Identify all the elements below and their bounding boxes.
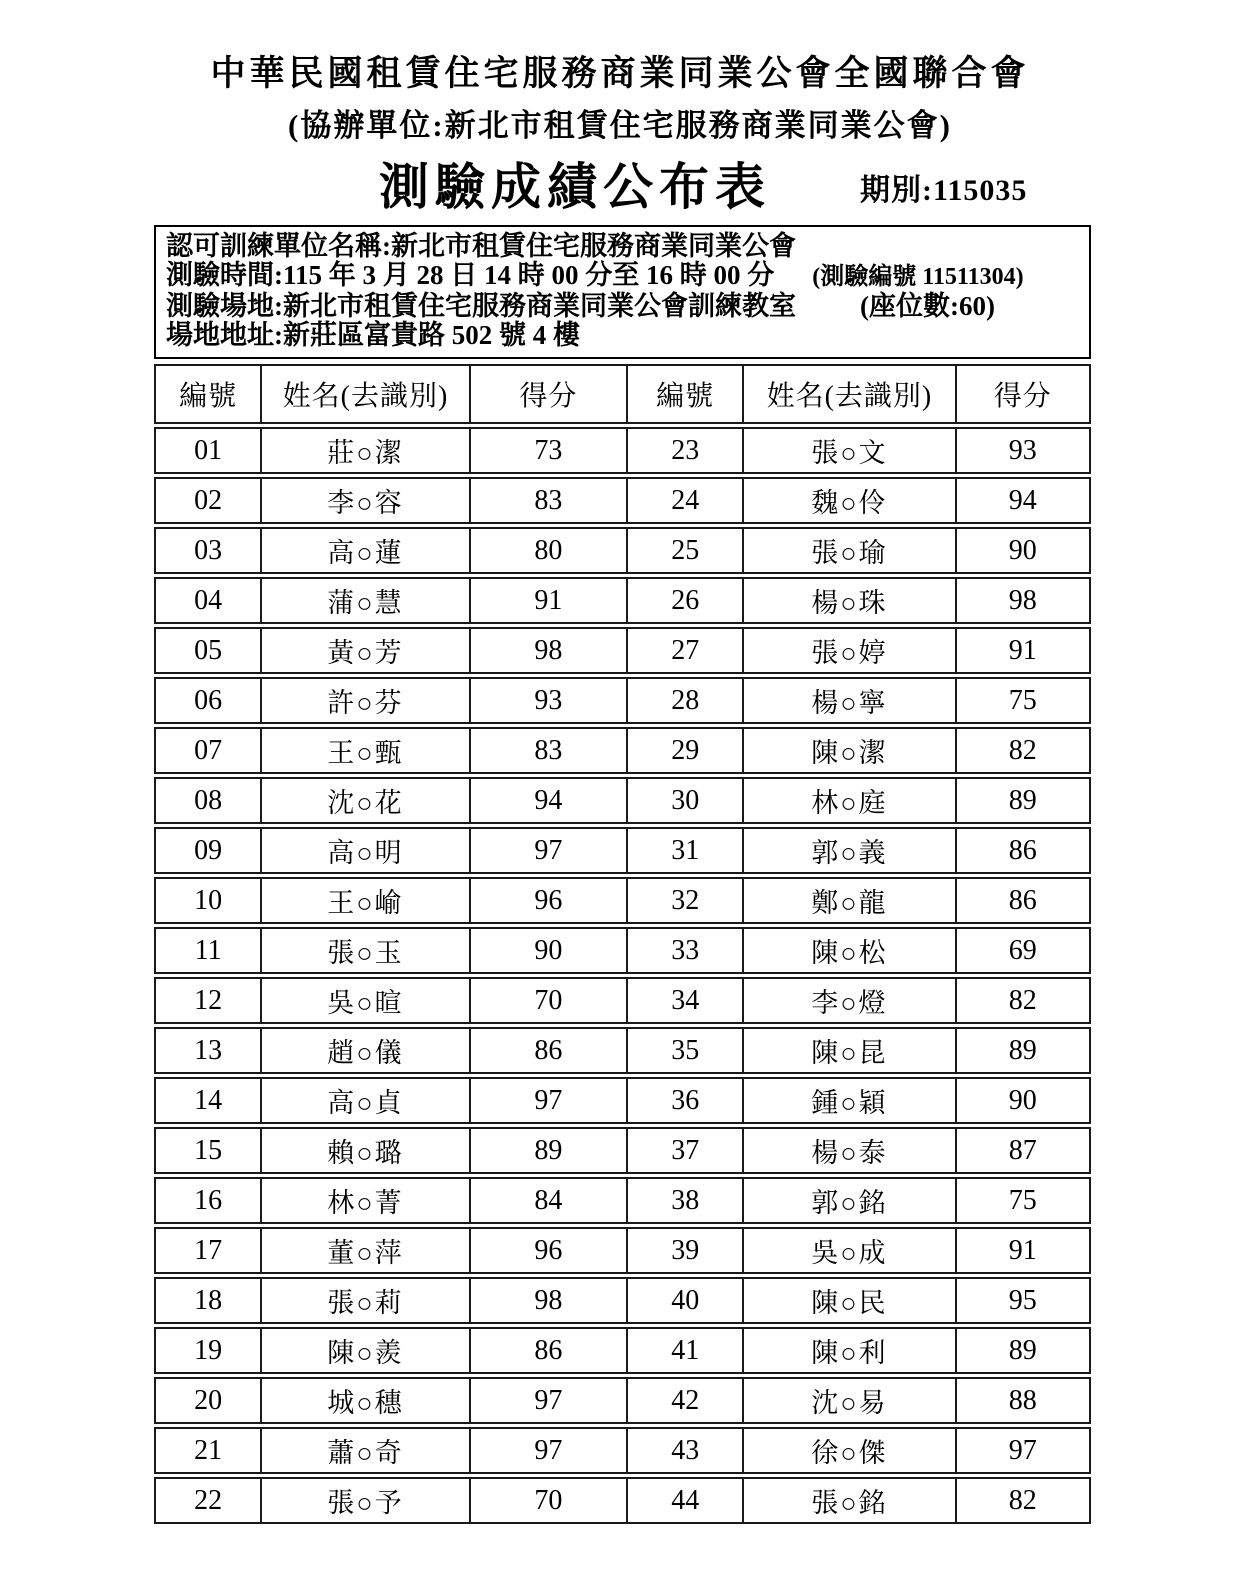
period-label: 期別:115035 [860,174,1028,207]
row-number-cell: 23 [628,427,744,474]
table-row [154,1327,1091,1374]
score-cell: 93 [957,427,1092,474]
score-cell: 90 [957,1077,1092,1124]
table-row [154,1177,1091,1224]
score-cell: 95 [957,1277,1092,1324]
score-cell: 70 [471,977,628,1024]
training-unit-line: 認可訓練單位名稱:新北市租賃住宅服務商業同業公會 [166,231,796,261]
row-number-cell: 02 [154,477,262,524]
name-cell: 陳○松 [744,927,956,974]
row-number-cell: 05 [154,627,262,674]
score-cell: 83 [471,477,628,524]
table-row [154,1377,1091,1424]
row-number-cell: 07 [154,727,262,774]
name-cell: 鍾○穎 [744,1077,956,1124]
row-number-cell: 11 [154,927,262,974]
name-cell: 林○菁 [262,1177,470,1224]
name-cell: 張○玉 [262,927,470,974]
score-cell: 93 [471,677,628,724]
table-row [154,1127,1091,1174]
name-cell: 王○崳 [262,877,470,924]
document-title: 測驗成績公布表 [379,159,771,215]
score-cell: 82 [957,1477,1092,1524]
row-number-cell: 27 [628,627,744,674]
row-number-cell: 04 [154,577,262,624]
score-cell: 96 [471,877,628,924]
score-cell: 70 [471,1477,628,1524]
name-cell: 吳○成 [744,1227,956,1274]
name-cell: 城○穗 [262,1377,470,1424]
row-number-cell: 20 [154,1377,262,1424]
score-cell: 98 [471,1277,628,1324]
row-number-cell: 39 [628,1227,744,1274]
row-number-cell: 30 [628,777,744,824]
name-cell: 徐○傑 [744,1427,956,1474]
name-cell: 許○芬 [262,677,470,724]
name-cell: 楊○泰 [744,1127,956,1174]
score-column-header: 得分 [957,364,1092,424]
score-cell: 96 [471,1227,628,1274]
row-number-cell: 09 [154,827,262,874]
score-cell: 86 [471,1327,628,1374]
name-cell: 沈○花 [262,777,470,824]
exam-time-line [166,261,1079,292]
row-number-cell: 22 [154,1477,262,1524]
row-number-cell: 31 [628,827,744,874]
name-cell: 王○甄 [262,727,470,774]
name-cell: 張○瑜 [744,527,956,574]
name-cell: 莊○潔 [262,427,470,474]
row-number-cell: 38 [628,1177,744,1224]
row-number-cell: 43 [628,1427,744,1474]
name-cell: 張○婷 [744,627,956,674]
score-cell: 90 [957,527,1092,574]
venue-address-line: 場地地址:新莊區富貴路 502 號 4 樓 [166,320,580,350]
score-cell: 80 [471,527,628,574]
score-cell: 94 [471,777,628,824]
row-number-cell: 08 [154,777,262,824]
score-cell: 82 [957,727,1092,774]
score-cell: 89 [957,1027,1092,1074]
table-row [154,1427,1091,1474]
score-cell: 97 [471,1077,628,1124]
name-cell: 蒲○慧 [262,577,470,624]
score-cell: 69 [957,927,1092,974]
row-number-cell: 40 [628,1277,744,1324]
score-cell: 83 [471,727,628,774]
name-cell: 李○容 [262,477,470,524]
name-column-header: 姓名(去識別) [744,364,956,424]
row-number-cell: 34 [628,977,744,1024]
score-cell: 98 [957,577,1092,624]
score-cell: 97 [471,1377,628,1424]
row-number-cell: 03 [154,527,262,574]
row-number-cell: 42 [628,1377,744,1424]
table-row [154,827,1091,874]
row-number-cell: 28 [628,677,744,724]
score-cell: 87 [957,1127,1092,1174]
name-cell: 董○萍 [262,1227,470,1274]
row-number-cell: 41 [628,1327,744,1374]
row-number-cell: 25 [628,527,744,574]
row-number-cell: 26 [628,577,744,624]
score-cell: 86 [957,827,1092,874]
row-number-cell: 21 [154,1427,262,1474]
score-cell: 97 [957,1427,1092,1474]
score-cell: 97 [471,1427,628,1474]
table-header-row [154,364,1091,424]
row-number-cell: 18 [154,1277,262,1324]
table-row [154,977,1091,1024]
row-number-cell: 13 [154,1027,262,1074]
table-row [154,877,1091,924]
table-body [154,427,1091,1524]
row-number-cell: 37 [628,1127,744,1174]
name-cell: 陳○利 [744,1327,956,1374]
co-organizer-line: (協辦單位:新北市租賃住宅服務商業同業公會) [288,108,952,143]
name-cell: 高○貞 [262,1077,470,1124]
number-column-header: 編號 [628,364,744,424]
table-row [154,427,1091,474]
exam-venue-text: 測驗場地:新北市租賃住宅服務商業同業公會訓練教室 [166,291,796,321]
row-number-cell: 15 [154,1127,262,1174]
table-row [154,1477,1091,1524]
exam-info-box [154,225,1091,359]
table-row [154,1027,1091,1074]
row-number-cell: 14 [154,1077,262,1124]
name-column-header: 姓名(去識別) [262,364,470,424]
score-cell: 97 [471,827,628,874]
score-column-header: 得分 [471,364,628,424]
table-row [154,727,1091,774]
score-cell: 75 [957,1177,1092,1224]
name-cell: 趙○儀 [262,1027,470,1074]
score-cell: 88 [957,1377,1092,1424]
score-cell: 91 [957,1227,1092,1274]
row-number-cell: 33 [628,927,744,974]
name-cell: 賴○璐 [262,1127,470,1174]
name-cell: 張○莉 [262,1277,470,1324]
score-cell: 90 [471,927,628,974]
row-number-cell: 10 [154,877,262,924]
row-number-cell: 16 [154,1177,262,1224]
score-cell: 94 [957,477,1092,524]
score-cell: 86 [471,1027,628,1074]
name-cell: 鄭○龍 [744,877,956,924]
row-number-cell: 29 [628,727,744,774]
name-cell: 蕭○奇 [262,1427,470,1474]
table-row [154,1077,1091,1124]
exam-time-text: 測驗時間:115 年 3 月 28 日 14 時 00 分至 16 時 00 分 [166,260,775,290]
name-cell: 郭○義 [744,827,956,874]
name-cell: 陳○昆 [744,1027,956,1074]
score-cell: 84 [471,1177,628,1224]
name-cell: 楊○珠 [744,577,956,624]
score-cell: 91 [471,577,628,624]
name-cell: 陳○民 [744,1277,956,1324]
number-column-header: 編號 [154,364,262,424]
seat-count-note: (座位數:60) [860,291,995,321]
table-row [154,927,1091,974]
table-row [154,527,1091,574]
row-number-cell: 19 [154,1327,262,1374]
row-number-cell: 36 [628,1077,744,1124]
organization-title: 中華民國租賃住宅服務商業同業公會全國聯合會 [210,54,1030,93]
score-cell: 82 [957,977,1092,1024]
table-row [154,677,1091,724]
table-row [154,477,1091,524]
row-number-cell: 17 [154,1227,262,1274]
row-number-cell: 01 [154,427,262,474]
name-cell: 黃○芳 [262,627,470,674]
score-cell: 73 [471,427,628,474]
name-cell: 郭○銘 [744,1177,956,1224]
row-number-cell: 06 [154,677,262,724]
score-cell: 89 [957,777,1092,824]
name-cell: 陳○羨 [262,1327,470,1374]
table-row [154,577,1091,624]
name-cell: 吳○暄 [262,977,470,1024]
exam-venue-line [166,292,1079,321]
score-cell: 91 [957,627,1092,674]
table-row [154,777,1091,824]
row-number-cell: 44 [628,1477,744,1524]
name-cell: 張○銘 [744,1477,956,1524]
row-number-cell: 12 [154,977,262,1024]
name-cell: 高○蓮 [262,527,470,574]
name-cell: 楊○寧 [744,677,956,724]
row-number-cell: 24 [628,477,744,524]
score-cell: 89 [471,1127,628,1174]
table-row [154,627,1091,674]
name-cell: 李○燈 [744,977,956,1024]
row-number-cell: 32 [628,877,744,924]
score-cell: 75 [957,677,1092,724]
row-number-cell: 35 [628,1027,744,1074]
score-cell: 89 [957,1327,1092,1374]
title-row [0,147,1240,213]
score-cell: 98 [471,627,628,674]
name-cell: 高○明 [262,827,470,874]
name-cell: 林○庭 [744,777,956,824]
table-row [154,1277,1091,1324]
exam-number-note: (測驗編號 11511304) [812,264,1024,290]
name-cell: 沈○易 [744,1377,956,1424]
score-cell: 86 [957,877,1092,924]
name-cell: 張○予 [262,1477,470,1524]
name-cell: 張○文 [744,427,956,474]
name-cell: 魏○伶 [744,477,956,524]
name-cell: 陳○潔 [744,727,956,774]
results-table [154,361,1091,1527]
table-row [154,1227,1091,1274]
